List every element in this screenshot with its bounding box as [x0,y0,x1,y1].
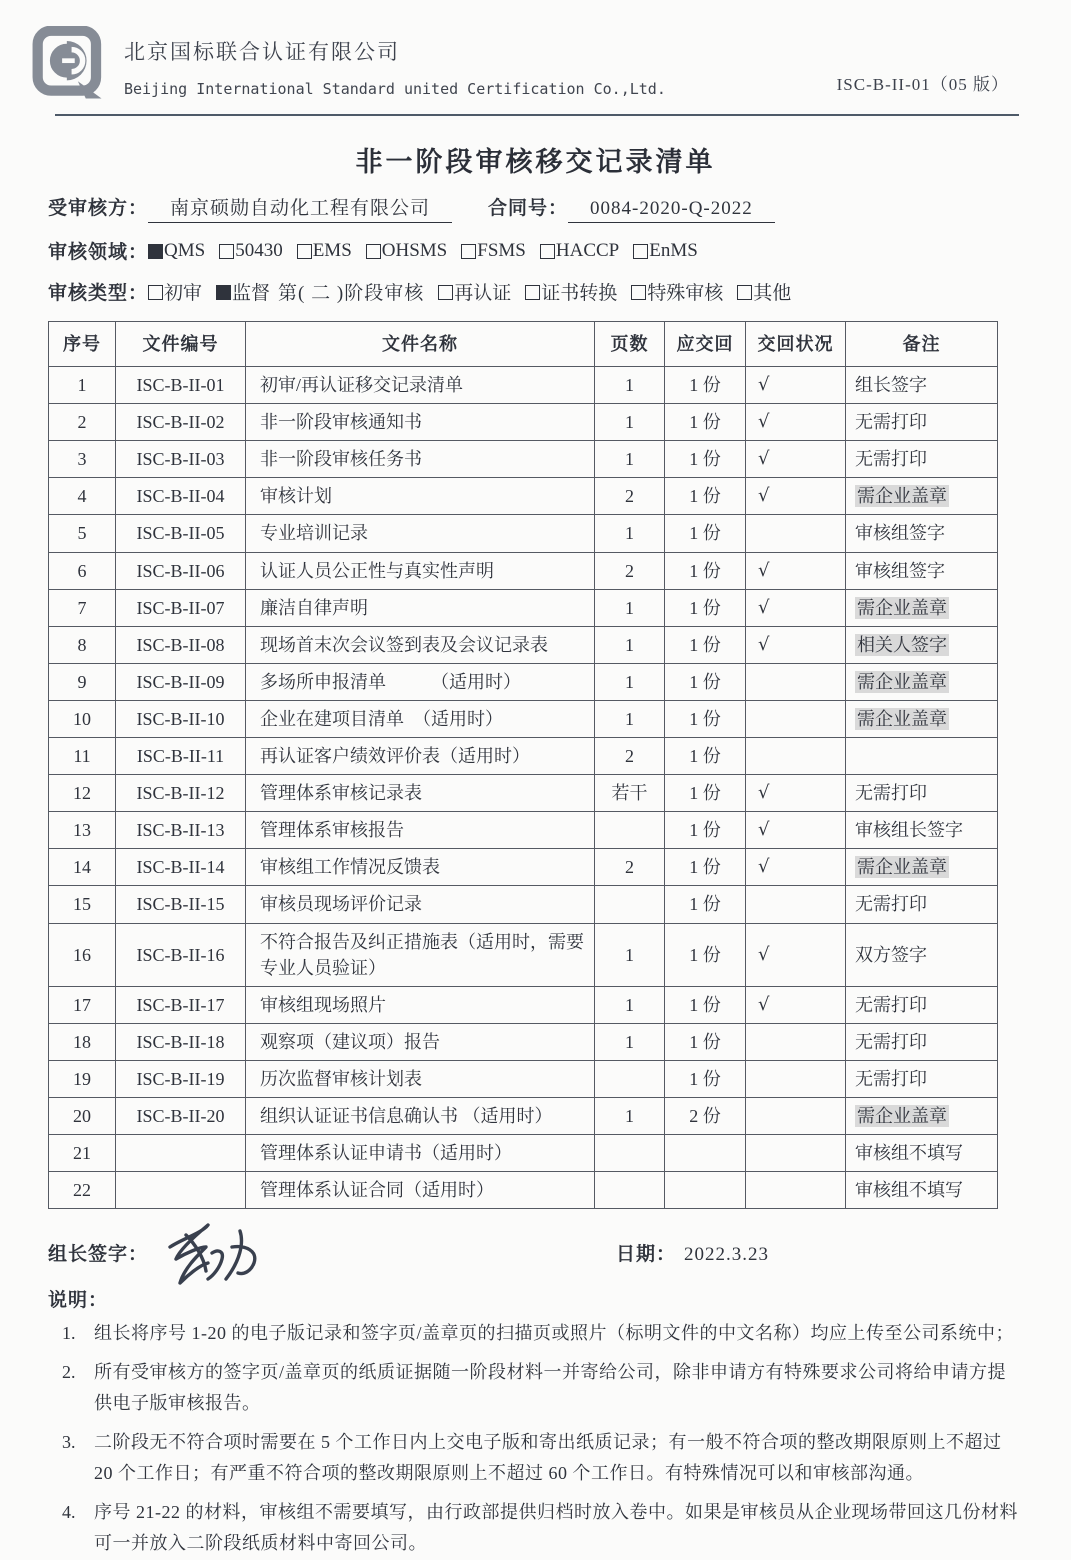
table-row [49,626,998,663]
audit-type-option-label: 证书转换 [541,283,618,304]
cell-remark: 审核组签字 [846,552,998,589]
cell-due: 1 份 [665,589,746,626]
note-number: 4. [62,1501,76,1522]
table-header-cell: 页数 [595,322,665,367]
leader-sign-label: 组长签字： [48,1244,149,1266]
cell-no: 9 [49,663,116,700]
table-row [49,663,998,700]
cell-remark: 无需打印 [846,404,998,441]
cell-returned [746,1172,846,1209]
audit-type-option-label: 特殊审核 [647,283,724,304]
cell-name: 再认证客户绩效评价表（适用时） [246,738,595,775]
header-divider [55,114,1019,116]
cell-no: 14 [49,849,116,886]
cell-due: 1 份 [665,626,746,663]
cell-remark: 组长签字 [846,367,998,404]
cell-pages [595,886,665,923]
cell-pages: 1 [595,1023,665,1060]
cell-due: 1 份 [665,738,746,775]
cell-no: 17 [49,986,116,1023]
audit-type-option-label: 其他 [753,283,792,304]
cell-pages: 1 [595,367,665,404]
page-title: 非一阶段审核移交记录清单 [355,147,716,177]
audit-type-option-label: 监督 [232,283,271,304]
table-header-cell: 交回状况 [746,322,846,367]
note-item [48,1427,1023,1490]
highlighted-remark: 需企业盖章 [857,708,947,729]
cell-returned: √ [746,626,846,663]
cell-code: ISC-B-II-09 [116,663,246,700]
checked-checkbox-icon [148,244,163,259]
cell-code: ISC-B-II-11 [116,738,246,775]
cell-pages [595,1135,665,1172]
audit-scope-option-QMS [148,240,205,262]
cell-name: 多场所申报清单 （适用时） [246,663,595,700]
cell-pages: 1 [595,441,665,478]
cell-returned [746,1135,846,1172]
company-name-cn: 北京国标联合认证有限公司 [124,40,400,64]
cell-name: 非一阶段审核任务书 [246,441,595,478]
cell-due: 1 份 [665,441,746,478]
cell-code: ISC-B-II-17 [116,986,246,1023]
table-row [49,515,998,552]
audit-type-option-证书转换 [525,278,617,305]
audit-scope-option-label: HACCP [555,239,620,261]
cell-remark: 无需打印 [846,1060,998,1097]
table-row [49,1060,998,1097]
cell-returned [746,738,846,775]
cell-remark [846,849,998,886]
highlighted-remark: 需企业盖章 [857,1105,947,1126]
cell-due: 1 份 [665,775,746,812]
table-row [49,775,998,812]
cell-pages: 1 [595,589,665,626]
cell-due: 1 份 [665,478,746,515]
cell-remark: 双方签字 [846,923,998,986]
notes-list [48,1318,1023,1560]
cell-code: ISC-B-II-12 [116,775,246,812]
cell-name: 组织认证证书信息确认书 （适用时） [246,1097,595,1134]
cell-code: ISC-B-II-10 [116,700,246,737]
note-item [48,1357,1023,1420]
table-row [49,478,998,515]
cell-name: 企业在建项目清单 （适用时） [246,700,595,737]
cell-name: 审核组工作情况反馈表 [246,849,595,886]
cell-name: 管理体系认证申请书（适用时） [246,1135,595,1172]
cell-due: 1 份 [665,552,746,589]
audit-scope-option-label: 50430 [235,239,283,261]
cell-name: 廉洁自律声明 [246,589,595,626]
cell-returned: √ [746,552,846,589]
audit-type-option-其他 [737,278,791,305]
cell-no: 13 [49,812,116,849]
cell-name: 审核组现场照片 [246,986,595,1023]
audit-type-option-再认证 [438,278,511,305]
cell-name: 非一阶段审核通知书 [246,404,595,441]
cell-pages: 2 [595,738,665,775]
audit-scope-option-label: QMS [164,239,206,261]
contract-label: 合同号： [488,198,569,219]
unchecked-checkbox-icon [737,285,752,300]
table-row [49,1172,998,1209]
cell-remark: 无需打印 [846,886,998,923]
audit-type-option-特殊审核 [631,278,723,305]
cell-code: ISC-B-II-18 [116,1023,246,1060]
cell-pages: 1 [595,515,665,552]
cell-name: 观察项（建议项）报告 [246,1023,595,1060]
note-item [48,1497,1023,1560]
cell-remark [846,589,998,626]
cell-remark: 无需打印 [846,986,998,1023]
table-row [49,367,998,404]
cell-returned [746,1097,846,1134]
unchecked-checkbox-icon [631,285,646,300]
audit-type-option-初审 [148,278,202,305]
table-row [49,1097,998,1134]
highlighted-remark: 需企业盖章 [857,597,947,618]
cell-no: 6 [49,552,116,589]
cell-pages: 2 [595,552,665,589]
audit-type-options [148,278,791,305]
audit-type-option-label: 初审 [164,283,203,304]
audit-scope-option-label: EMS [312,239,352,261]
cell-name: 现场首末次会议签到表及会议记录表 [246,626,595,663]
cell-no: 8 [49,626,116,663]
audit-scope-line [48,237,1071,264]
cell-due: 1 份 [665,812,746,849]
cell-pages: 1 [595,923,665,986]
cell-returned: √ [746,367,846,404]
cell-no: 20 [49,1097,116,1134]
company-name-en: Beijing International Standard united Certification Co.,Ltd. [124,80,666,98]
cell-remark: 审核组不填写 [846,1135,998,1172]
table-row [49,441,998,478]
unchecked-checkbox-icon [438,285,453,300]
document-code: ISC-B-II-01（05 版） [836,75,1009,94]
cell-returned [746,1023,846,1060]
cell-name: 不符合报告及纠正措施表（适用时，需要专业人员验证） [246,923,595,986]
audit-scope-option-label: OHSMS [381,239,448,261]
table-row [49,1135,998,1172]
audit-type-label: 审核类型： [48,283,149,304]
highlighted-remark: 需企业盖章 [857,857,947,878]
cell-name: 管理体系认证合同（适用时） [246,1172,595,1209]
cell-pages [595,1172,665,1209]
cell-no: 5 [49,515,116,552]
note-number: 2. [62,1361,76,1382]
cell-due: 1 份 [665,663,746,700]
cell-returned: √ [746,812,846,849]
cell-due: 1 份 [665,849,746,886]
cell-returned: √ [746,589,846,626]
cell-returned: √ [746,478,846,515]
table-row [49,589,998,626]
note-text: 二阶段无不符合项时需要在 5 个工作日内上交电子版和寄出纸质记录；有一般不符合项的整改期限原则上不超过 20 个工作日；有严重不符合项的整改期限原则上不超过 60 个工作日。有特殊情况可以和审核部沟通。 [94,1431,1002,1484]
checked-checkbox-icon [216,285,231,300]
cell-due: 1 份 [665,1060,746,1097]
audit-type-option-suffix: 第( 二 )阶段审核 [278,283,425,304]
cell-no: 22 [49,1172,116,1209]
auditee-contract-line [48,193,1071,223]
cell-due: 2 份 [665,1097,746,1134]
cell-pages [595,1060,665,1097]
cell-pages [595,812,665,849]
table-row [49,404,998,441]
audit-type-line [48,278,1071,305]
cell-no: 11 [49,738,116,775]
table-header-row [49,322,998,367]
audit-scope-option-50430 [219,240,283,262]
cell-no: 3 [49,441,116,478]
cell-returned: √ [746,404,846,441]
cell-pages: 若干 [595,775,665,812]
cell-code: ISC-B-II-03 [116,441,246,478]
cell-name: 专业培训记录 [246,515,595,552]
cell-returned [746,663,846,700]
cell-returned [746,886,846,923]
cell-no: 10 [49,700,116,737]
audit-type-option-监督 [216,278,424,305]
cell-remark [846,700,998,737]
audit-scope-options [148,240,698,262]
cell-remark [846,738,998,775]
audit-scope-option-EMS [297,240,352,262]
cell-remark: 审核组签字 [846,515,998,552]
unchecked-checkbox-icon [461,244,476,259]
cell-remark [846,626,998,663]
cell-code [116,1172,246,1209]
cell-code [116,1135,246,1172]
date-label: 日期： [616,1244,677,1266]
cell-returned: √ [746,849,846,886]
cell-code: ISC-B-II-13 [116,812,246,849]
cell-due: 1 份 [665,986,746,1023]
cell-name: 审核计划 [246,478,595,515]
cell-returned [746,1060,846,1097]
cell-code: ISC-B-II-19 [116,1060,246,1097]
audit-scope-option-label: EnMS [649,239,698,261]
cell-due: 1 份 [665,923,746,986]
cell-due [665,1135,746,1172]
cell-pages: 1 [595,1097,665,1134]
table-row [49,923,998,986]
cell-no: 7 [49,589,116,626]
unchecked-checkbox-icon [366,244,381,259]
unchecked-checkbox-icon [525,285,540,300]
table-header-cell: 文件名称 [246,322,595,367]
cell-no: 19 [49,1060,116,1097]
cell-code: ISC-B-II-15 [116,886,246,923]
notes-label: 说明： [48,1290,109,1312]
cell-no: 4 [49,478,116,515]
table-header-cell: 备注 [846,322,998,367]
cell-code: ISC-B-II-01 [116,367,246,404]
cell-remark: 审核组长签字 [846,812,998,849]
unchecked-checkbox-icon [297,244,312,259]
auditee-label: 受审核方： [48,198,149,219]
cell-returned: √ [746,441,846,478]
table-header-cell: 应交回 [665,322,746,367]
cell-due: 1 份 [665,700,746,737]
cell-name: 认证人员公正性与真实性声明 [246,552,595,589]
note-item [48,1318,1023,1350]
cell-due [665,1172,746,1209]
cell-no: 18 [49,1023,116,1060]
cell-no: 1 [49,367,116,404]
audit-scope-option-HACCP [540,240,619,262]
cell-due: 1 份 [665,515,746,552]
audit-scope-option-label: FSMS [477,239,526,261]
table-row [49,849,998,886]
cell-name: 历次监督审核计划表 [246,1060,595,1097]
cell-no: 12 [49,775,116,812]
cell-pages: 1 [595,663,665,700]
cell-returned: √ [746,986,846,1023]
cell-remark: 无需打印 [846,775,998,812]
note-text: 组长将序号 1-20 的电子版记录和签字页/盖章页的扫描页或照片（标明文件的中文名称）均应上传至公司系统中； [94,1323,1014,1344]
cell-returned [746,700,846,737]
audit-scope-label: 审核领域： [48,242,149,263]
unchecked-checkbox-icon [219,244,234,259]
highlighted-remark: 相关人签字 [857,634,947,655]
cell-pages: 1 [595,626,665,663]
table-header-cell: 文件编号 [116,322,246,367]
auditee-value: 南京硕勋自动化工程有限公司 [148,193,452,223]
page-header [0,0,1071,108]
signature-row [48,1239,1071,1283]
cell-code: ISC-B-II-07 [116,589,246,626]
note-text: 序号 21-22 的材料，审核组不需要填写，由行政部提供归档时放入卷中。如果是审核员从企业现场带回这几份材料可一并放入二阶段纸质材料中寄回公司。 [94,1501,1018,1554]
cell-pages: 2 [595,478,665,515]
audit-scope-option-FSMS [461,240,526,262]
cell-code: ISC-B-II-02 [116,404,246,441]
cell-code: ISC-B-II-16 [116,923,246,986]
cell-no: 15 [49,886,116,923]
table-row [49,812,998,849]
cell-remark: 无需打印 [846,1023,998,1060]
cell-name: 审核员现场评价记录 [246,886,595,923]
unchecked-checkbox-icon [540,244,555,259]
cell-code: ISC-B-II-14 [116,849,246,886]
table-row [49,700,998,737]
cell-code: ISC-B-II-04 [116,478,246,515]
cell-name: 管理体系审核报告 [246,812,595,849]
cell-no: 21 [49,1135,116,1172]
cell-due: 1 份 [665,404,746,441]
handover-record-table [48,321,998,1209]
cell-pages: 1 [595,404,665,441]
table-row [49,552,998,589]
table-header-cell: 序号 [49,322,116,367]
table-row [49,1023,998,1060]
contract-value: 0084-2020-Q-2022 [568,198,775,223]
note-text: 所有受审核方的签字页/盖章页的纸质证据随一阶段材料一并寄给公司，除非申请方有特殊要求公司将给申请方提供电子版审核报告。 [94,1361,1006,1414]
audit-scope-option-EnMS [633,240,698,262]
cell-due: 1 份 [665,1023,746,1060]
cell-name: 管理体系审核记录表 [246,775,595,812]
highlighted-remark: 需企业盖章 [857,671,947,692]
cell-code: ISC-B-II-06 [116,552,246,589]
cell-due: 1 份 [665,886,746,923]
cell-due: 1 份 [665,367,746,404]
note-number: 1. [62,1323,76,1344]
audit-scope-option-OHSMS [366,240,447,262]
audit-type-option-label: 再认证 [454,283,512,304]
cell-pages: 2 [595,849,665,886]
isc-certification-logo-icon [30,26,110,108]
cell-returned [746,515,846,552]
leader-handwritten-signature [156,1213,286,1297]
unchecked-checkbox-icon [148,285,163,300]
cell-remark: 无需打印 [846,441,998,478]
unchecked-checkbox-icon [633,244,648,259]
cell-returned: √ [746,775,846,812]
table-row [49,886,998,923]
cell-name: 初审/再认证移交记录清单 [246,367,595,404]
cell-code: ISC-B-II-05 [116,515,246,552]
date-value: 2022.3.23 [684,1244,770,1266]
highlighted-remark: 需企业盖章 [857,486,947,507]
table-row [49,738,998,775]
cell-code: ISC-B-II-08 [116,626,246,663]
cell-pages: 1 [595,986,665,1023]
cell-remark [846,1097,998,1134]
cell-no: 2 [49,404,116,441]
table-row [49,986,998,1023]
cell-remark [846,478,998,515]
cell-returned: √ [746,923,846,986]
cell-remark [846,663,998,700]
cell-no: 16 [49,923,116,986]
note-number: 3. [62,1431,76,1452]
cell-code: ISC-B-II-20 [116,1097,246,1134]
cell-pages: 1 [595,700,665,737]
cell-remark: 审核组不填写 [846,1172,998,1209]
